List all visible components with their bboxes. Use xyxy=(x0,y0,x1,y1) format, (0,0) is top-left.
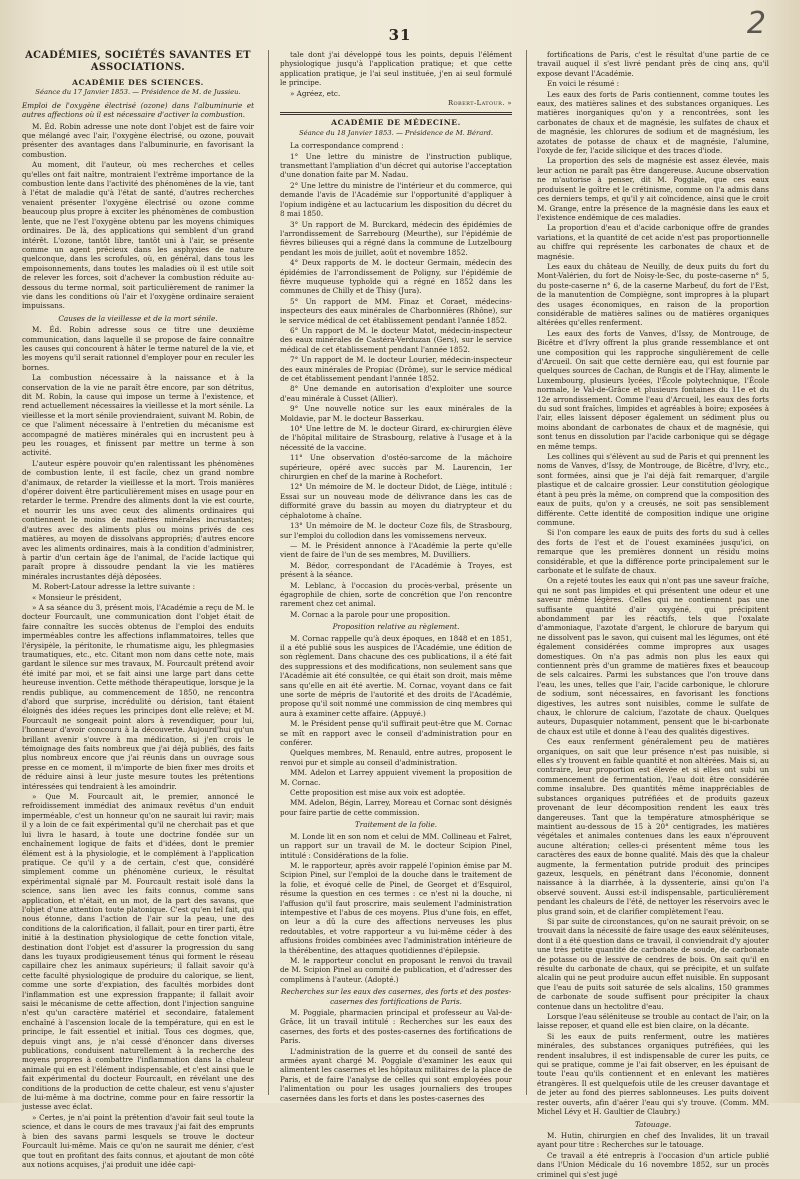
paragraph: En voici le résumé : xyxy=(547,79,620,89)
article-title: Traitement de la folie. xyxy=(354,820,438,830)
paragraph: — M. le Président annonce à l'Académie la perte qu'elle vient de faire de l'un de ses membres, M. Duvilliers. xyxy=(280,540,512,560)
paragraph: La combustion nécessaire à la naissance et à la conservation de la vie ne paraît être encore, par son détritus, dit M. Robin, la cause qui impose un terme à l'existence, et rend actuellement nécessaires la vieillesse et la mort sénile. La vieillesse et la mort sénile proviendraient, suivant M. Robin, de ce que l'aliment nécessaire à l'entretien du mécanisme est accompagné de matières minérales qui en incrustent peu à peu les rouages, et finissent par mettre un terme à son activité. xyxy=(22,373,254,458)
article-title: Tatouage. xyxy=(634,1119,672,1129)
list-item: 13° Un mémoire de M. le docteur Coze fils, de Strasbourg, sur l'emploi du collodion dans les vomissemens nerveux. xyxy=(280,521,512,540)
list-item: 10° Une lettre de M. le docteur Girard, ex-chirurgien élève de l'hôpital militaire de Strasbourg, relative à l'usage et à la nécessité de la vaccine. xyxy=(280,424,512,452)
paragraph: » Certes, je n'ai point la prétention d'avoir fait seul toute la science, et dans le cours de mes travaux j'ai fait des emprunts à bien des savans parmi lesquels se trouve le docteur Fourcault lui-même. Mais ce qu'on ne saurait me dénier, c'est que tout en profitant des faits connus, et ajoutant de mon côté aux notions acquises, j'ai produit une idée capi- xyxy=(22,1112,254,1169)
academy-heading: ACADÉMIE DES SCIENCES. xyxy=(72,78,204,87)
paragraph: M. Poggiale, pharmacien principal et professeur au Val-de-Grâce, lit un travail intitulé : Recherches sur les eaux des casernes, des forts et des postes-casernes des fortifications de Paris. xyxy=(280,1008,512,1046)
paragraph: M. Londe lit en son nom et celui de MM. Collineau et Falret, un rapport sur un travail de M. le docteur Scipion Pinel, intitulé : Considérations de la folie. xyxy=(280,831,512,860)
paragraph: MM. Adelon et Larrey appuient vivement la proposition de M. Cornac. xyxy=(280,768,512,787)
article-title: Emploi de l'oxygène électrisé (ozone) dans l'albuminurie et autres affections où il est nécessaire d'activer la combustion. xyxy=(22,100,254,120)
section-divider xyxy=(280,112,512,115)
academy-heading: ACADÉMIE DE MÉDECINE. xyxy=(331,118,461,128)
paragraph: M. Leblanc, à l'occasion du procès-verbal, présente un égagrophile de chien, sorte de concrétion que l'on rencontre rarement chez cet animal. xyxy=(280,580,512,609)
paragraph: Lorsque l'eau séléniteuse se trouble au contact de l'air, on la laisse reposer, et quand elle est bien claire, on la décante. xyxy=(537,1012,769,1031)
paragraph: M. Robert-Latour adresse la lettre suivante : xyxy=(32,582,195,592)
paragraph: Les collines qui s'élèvent au sud de Paris et qui prennent les noms de Vanves, d'Issy, de Montrouge, de Bicêtre, d'Ivry, etc., sont formées, ainsi que je l'ai déjà fait remarquer, d'argile plastique et de calcaire grossier. Leur constitution géologique étant à peu près la même, on comprend que la composition des eaux de puits, qu'on y a creusés, ne soit pas sensiblement différente. Cette identité de composition indique une origine commune. xyxy=(537,452,769,527)
paragraph: Si les eaux de puits renferment, outre les matières minérales, des substances organiques putréfiées, qui les rendent insalubres, il est indispensable de curer les puits, ce qui se pratique, comme je l'ai fait observer, en les épuisant de toute l'eau qu'ils contiennent et en enlevant les matières étrangères. Il est quelquefois utile de les creuser davantage et de jeter au fond des pierres sablonneuses. Les puits doivent rester ouverts, afin d'aérer l'eau qui s'y trouve. (Comm. MM. Michel Lévy et H. Gaultier de Claubry.) xyxy=(537,1031,769,1117)
article-title: Causes de la vieillesse et de la mort sénile. xyxy=(58,313,218,323)
section-heading: ACADÉMIES, SOCIÉTÉS SAVANTES ET ASSOCIATIONS. xyxy=(25,50,251,73)
list-item: 5° Un rapport de MM. Finaz et Coraet, médecins-inspecteurs des eaux minérales de Charbonnières (Rhône), sur le service médical de cet établissement pendant l'année 1852. xyxy=(280,296,512,325)
list-item: 12° Un mémoire de M. le docteur Didot, de Liège, intitulé : Essai sur un nouveau mode de délivrance dans les cas de difformité grave du bassin au moyen du diatrypteur et du céphalotome à chaîne. xyxy=(280,482,512,520)
list-item: 6° Un rapport de M. le docteur Matot, médecin-inspecteur des eaux minérales de Castéra-Verduzan (Gers), sur le service médical de cet établissement pendant l'année 1852. xyxy=(280,325,512,354)
list-item: 9° Une nouvelle notice sur les eaux minérales de la Moldavie, par M. le docteur Basserkau. xyxy=(280,404,512,423)
list-item: 1° Une lettre du ministre de l'instruction publique, transmettant l'ampliation d'un décret qui autorise l'acceptation d'une donation faite par M. Nadau. xyxy=(280,151,512,180)
paragraph: M. Bédor, correspondant de l'Académie à Troyes, est présent à la séance. xyxy=(280,560,512,580)
paragraph: On a rejeté toutes les eaux qui n'ont pas une saveur fraîche, qui ne sont pas limpides et qui présentent une odeur et une saveur même légères. Celles qui ne contiennent pas une suffisante quantité d'air oxygéné, qui précipitent abondamment par les réactifs, tels que l'oxalate d'ammoniaque, l'azotate d'argent, le chlorure de baryum qui ne dissolvent pas le savon, qui cuisent mal les légumes, ont été également considérées comme impropres aux usages domestiques. On n'a pas admis non plus les eaux qui contiennent près d'un gramme de matières fixes et beaucoup de sels calcaires. Parmi les substances que l'on trouve dans l'eau, les unes, telles que l'air, l'acide carbonique, le chlorure de sodium, sont nécessaires, en favorisant les fonctions digestives, les autres sont nuisibles, comme le sulfate de chaux, le chlorure de calcium, l'azotate de chaux. Quelques auteurs, Dupasquier notamment, pensent que le bi-carbonate de chaux est utile et donne à l'eau des qualités digestives. xyxy=(537,576,769,736)
paragraph: M. Éd. Robin adresse sous ce titre une deuxième communication, dans laquelle il se propose de faire connaître les causes qui concourent à hâter le terme naturel de la vie, et les moyens qu'il serait rationnel d'employer pour en reculer les bornes. xyxy=(22,325,254,372)
paragraph: tale dont j'ai développé tous les points, depuis l'élément physiologique jusqu'à l'application pratique; et que cette application pratique, je l'ai seul instituée, j'en ai seul formulé le principe. xyxy=(280,50,512,88)
paragraph: La proportion d'eau et d'acide carbonique offre de grandes variations, et la quantité de cet acide n'est pas proportionnelle au chiffre qui représente les carbonates de chaux et de magnésie. xyxy=(537,223,769,261)
paragraph: MM. Adelon, Bégin, Larrey, Moreau et Cornac sont désignés pour faire partie de cette commission. xyxy=(280,798,512,817)
paragraph: M. Cornac rappelle qu'à deux époques, en 1848 et en 1851, il a été publié sous les auspices de l'Académie, une édition de son règlement. Dans chacune des ces publications, il a été fait des suppressions et des modifications, non seulement sans que l'Académie ait été consultée, ce qui était son droit, mais même sans qu'elle en ait été avertie. M. Cornac, voyant dans ce fait une sorte de mépris de l'autorité et des droits de l'Académie, propose qu'il soit nommé une commission de cinq membres qui aura à examiner cette affaire. (Appuyé.) xyxy=(280,633,512,718)
column-rule-left xyxy=(268,50,269,1095)
paragraph: M. Éd. Robin adresse une note dont l'objet est de faire voir que mélangé avec l'air, l'oxygène électrisé, ou ozone, pouvait présenter des avantages dans l'albuminurie, en favorisant la combustion. xyxy=(22,121,254,159)
paragraph: La correspondance comprend : xyxy=(290,141,404,151)
paragraph: M. le rapporteur, après avoir rappelé l'opinion émise par M. Scipion Pinel, sur l'emploi de la douche dans le traitement de la folie, et évoqué celle de Pinel, de Georget et d'Esquirol, résume la question en ces termes : ce n'est ni la douche, ni l'affusion qu'il faut proscrire, mais seulement l'administration intempestive et l'abus de ces moyens. Plus d'une fois, en effet, on leur a dû la cure des affections nerveuses les plus redoutables, et votre rapporteur a vu lui-même céder à des affusions froides combinées avec l'administration intérieure de la thérébentine, des attaques quotidiennes d'épilepsie. xyxy=(280,860,512,955)
paragraph: L'auteur espère pouvoir qu'en ralentissant les phénomènes de combustion lente, il est facile, chez un grand nombre d'animaux, de retarder la vieillesse et la mort. Trois manières d'opérer doivent être particulièrement mises en usage pour en retarder le terme. Prendre des aliments dont la vie est courte, et nourrir les uns avec ceux des aliments ordinaires qui contiennent le moins de matières minérales incrustantes; d'autres avec des aliments plus ou moins privés de ces matières, au moyen de dissolvans appropriés; d'autres encore avec les aliments ordinaires, mais à la condition d'administrer, à partir d'un certain âge de l'animal, de l'acide lactique qui paraît propre à dissoudre pendant la vie les matières minérales incrustantes déjà déposées. xyxy=(22,458,254,581)
paragraph: » Agréez, etc. xyxy=(290,88,341,98)
paragraph: Ces eaux renferment généralement peu de matières organiques, on sait que leur présence n'est pas nuisible, si elles s'y trouvent en faible quantité et non altérées. Mais si, au contraire, leur proportion est élevée et si elles ont subi un commencement de fermentation, l'eau doit être considérée comme insalubre. Des quantités même inappréciables de substances organiques putréfiées et de produits gazeux provenant de leur décomposition rendent les eaux très dangereuses. Tant que la température atmosphérique se maintient au-dessous de 15 à 20° centigrades, les matières végétales et animales contenues dans les eaux n'éprouvent aucune altération; celles-ci présentent même tous les caractères des eaux de bonne qualité. Mais dès que la chaleur augmente, la fermentation putride produit des principes gazeux, lesquels, en pénétrant dans l'économie, donnent naissance à la diarrhée, à la dyssenterie, ainsi qu'on l'a observé souvent. Aussi est-il indispensable, particulièrement pendant les chaleurs de l'été, de nettoyer les réservoirs avec le plus grand soin, et de clarifier complètement l'eau. xyxy=(537,737,769,916)
paragraph: Si l'on compare les eaux de puits des forts du sud à celles des forts de l'est et de l'ouest examinées jusqu'ici, on remarque que les premières donnent un résidu moins considérable, et que la différence porte principalement sur le carbonate et le sulfate de chaux. xyxy=(537,528,769,575)
paragraph: L'administration de la guerre et du conseil de santé des armées ayant chargé M. Poggiale d'examiner les eaux qui alimentent les casernes et les hôpitaux militaires de la place de Paris, et de faire l'analyse de celles qui sont employées pour l'alimentation ou pour les usages journaliers des troupes casernées dans les forts et dans les postes-casernes des xyxy=(280,1046,513,1103)
list-item: 7° Un rapport de M. le docteur Lourier, médecin-inspecteur des eaux minérales de Propiac (Drôme), sur le service médical de cet établissement pendant l'année 1852. xyxy=(280,355,512,383)
paragraph: Les eaux du château de Neuilly, de deux puits du fort du Mont-Valérien, du fort de Noisy-le-Sec, du poste-caserne n° 5, du poste-caserne n° 6, de la caserne Marbeuf, du fort de l'Est, de la manutention de Compiègne, sont impropres à la plupart des usages économiques, en raison de la proportion considérable de matières salines ou de matières organiques altérées qu'elles renferment. xyxy=(537,261,769,328)
list-item: 8° Une demande en autorisation d'exploiter une source d'eau minérale à Cusset (Allier). xyxy=(280,384,512,403)
paragraph: Quelques membres, M. Renauld, entre autres, proposent le renvoi pur et simple au conseil d'administration. xyxy=(280,748,512,767)
paragraph: M. Hutin, chirurgien en chef des Invalides, lit un travail ayant pour titre : Recherches sur le tatouage. xyxy=(537,1130,769,1150)
paragraph: Au moment, dit l'auteur, où mes recherches et celles qu'elles ont fait naître, montraient l'extrême importance de la combustion lente dans l'activité des phénomènes de la vie, tant à l'état de maladie qu'à l'état de santé, d'autres recherches venaient présenter l'oxygène électrisé ou ozone comme beaucoup plus propre à exciter les phénomènes de combustion lente, que ne l'est l'oxygène obtenu par les moyens chimiques ordinaires. De là, des applications qui semblent d'un grand intérêt. L'ozone, tantôt libre, tantôt uni à l'air, se présente comme un agent précieux dans les asphyxies de nature quelconque, dans les scrofules, où, en général, dans tous les empoisonnements, dans toutes les maladies où il est utile soit de relever les forces, soit d'achever la combustion réduite au-dessous du terme normal, soit particulièrement de ranimer la vie dans les conditions où l'air et l'oxygène ordinaire seraient impuissans. xyxy=(22,160,254,311)
column-2 xyxy=(280,50,513,1103)
column-rule-right xyxy=(526,50,527,1095)
paragraph: Si par suite de circonstances, qu'on ne saurait prévoir, on se trouvait dans la nécessité de faire usage des eaux séléniteuses, dont il a été question dans ce travail, il conviendrait d'y ajouter une très petite quantité de carbonate de soude, de carbonate de potasse ou de lessive de cendres de bois. On sait qu'il en résulte du carbonate de chaux, qui se précipite, et un sulfate alcalin qui ne peut produire aucun effet nuisible. En supposant que l'eau de puits soit saturée de sels alcalins, 150 grammes de carbonate de soude suffisent pour précipiter la chaux contenue dans un hectolitre d'eau. xyxy=(537,916,769,1011)
paragraph: Les eaux des forts de Vanves, d'Issy, de Montrouge, de Bicêtre et d'Ivry offrent la plus grande ressemblance et ont une composition qui les rapproche singulièrement de celle d'Arcueil. On sait que cette dernière eau, qui est fournie par quelques sources de Cachan, de Rungis et de l'Hay, alimente le Luxembourg, plusieurs lycées, l'École polytechnique, l'École normale, le Val-de-Grâce et plusieurs fontaines du 11e et du 12e arrondissement. Comme l'eau d'Arcueil, les eaux des forts du sud sont fraîches, limpides et agréables à boire; exposées à l'air, elles laissent déposer également un sédiment plus ou moins abondant de carbonates de chaux et de magnésie, qui sont tenus en dissolution par l'acide carbonique qui se dégage en même temps. xyxy=(537,328,769,451)
article-title: Recherches sur les eaux des casernes, des forts et des postes-casernes des fortifications de Paris. xyxy=(280,987,512,1006)
handwritten-page-mark: 2 xyxy=(746,6,766,41)
paragraph: M. le Président pense qu'il suffirait peut-être que M. Cornac se mît en rapport avec le conseil d'administration pour en conférer. xyxy=(280,719,512,748)
session-line: Séance du 18 Janvier 1853. — Présidence de M. Bérard. xyxy=(298,128,494,137)
list-item: 4° Deux rapports de M. le docteur Germain, médecin des épidémies de l'arrondissement de Poligny, sur l'épidémie de fièvre muqueuse typhoïde qui a régné en 1852 dans les communes de Chilly et de Thisy (Jura). xyxy=(280,258,512,296)
paragraph: M. le rapporteur conclut en proposant le renvoi du travail de M. Scipion Pinel au comité de publication, et d'adresser des complimens à l'auteur. (Adopté.) xyxy=(280,955,512,984)
paragraph: M. Cornac a la parole pour une proposition. xyxy=(290,609,451,619)
paragraph: » Que M. Fourcault ait, le premier, annoncé le refroidissement immédiat des animaux revêtus d'un enduit imperméable, c'est un honneur qu'on ne saurait lui ravir; mais il y a loin de ce fait expérimental qu'il ne cherchait pas et que lui livra le hasard, à toute une doctrine fondée sur un enchaînement logique de faits et d'idées, dont le premier élément est à la physiologie, et le complément à l'application pratique. Ce qu'il y a de certain, c'est que, considéré simplement comme un phénomène curieux, le résultat expérimental signalé par M. Fourcault restait isolé dans la science, sans lien avec les faits connus, comme sans application, et n'était, en un mot, de la part des savans, que l'objet d'une attention toute platonique. C'est qu'en tel fait, qui nous étonne, dans l'action de l'air sur la peau, une des conditions de la calorification, il fallait, pour en tirer parti, être initié à la destination physiologique de cette fonction vitale, destination dont l'objet est d'assurer la progression du sang dans les tuyaux prodigieusement ténus qui forment le réseau capillaire chez les animaux supérieurs; il fallait savoir qu'à cette faculté physiologique de produire du calorique, se lient, comme une sorte d'expiation, des facultés morbides dont l'inflammation est une expression frappante; il fallait avoir saisi le mécanisme de cette affection, dont l'injection sanguine n'est qu'un caractère matériel et secondaire, fatalement enchaîné à l'ascension locale de la température, qui en est le principe, le fait essentiel et initial. Tous ces dogmes, que, depuis vingt ans, je n'ai cessé d'énoncer dans diverses publications, conduisent naturellement à la recherche des moyens propres à combattre l'inflammation dans la chaleur animale qui en est l'élément indispensable, et c'est ainsi que le fait expérimental du docteur Fourcault, en révélant une des conditions de la production de cette chaleur, est venu s'ajuster de lui-même à ma doctrine, comme pour en faire ressortir la justesse avec éclat. xyxy=(22,792,254,1112)
paragraph: » A sa séance du 3, présent mois, l'Académie a reçu de M. le docteur Fourcault, une communication dont l'objet était de faire connaître les succès obtenus de l'emploi des enduits imperméables contre les affections inflammatoires, telles que l'érysipèle, la péritonite, le rhumatisme aigu, les phlegmasies traumatiques, etc., etc. Citant mon nom dans cette note, mais gardant le silence sur mes travaux, M. Fourcault prétend avoir été imité par moi, et se fait ainsi une large part dans cette heureuse invention. Cette méthode thérapeutique, lorsque je la rendis publique, au commencement de 1850, ne rencontra d'abord que surprise, incrédulité ou dérision, tant étaient éloignés des idées reçues les principes dont elle relève; et M. Fourcault ne songeait point alors à revendiquer, pour lui, l'honneur d'avoir concouru à la découverte. Aujourd'hui qu'un brillant avenir s'ouvre à ma médication, si j'en crois le témoignage des faits nombreux que j'ai déjà publiés, des faits plus nombreux encore que j'ai réunis dans un ouvrage sous presse en ce moment, il m'importe de bien fixer mes droits et de réduire ainsi à leur juste mesure toutes les prétentions intéressées qui tendraient à les amoindrir. xyxy=(22,602,254,791)
column-1 xyxy=(22,50,254,1169)
paragraph: Ce travail a été entrepris à l'occasion d'un article publié dans l'Union Médicale du 16 novembre 1852, sur un procès criminel qui s'est jugé xyxy=(537,1150,769,1179)
session-line: Séance du 17 Janvier 1853. — Présidence de M. de Jussieu. xyxy=(35,88,241,97)
page-number: 31 xyxy=(388,26,412,44)
list-item: 2° Une lettre du ministre de l'intérieur et du commerce, qui demande l'avis de l'Académie sur l'opportunité d'appliquer à l'opium indigène et au lactucarium les disposition du décret du 8 mai 1850. xyxy=(280,180,512,219)
column-3 xyxy=(537,50,769,1179)
paragraph: Cette proposition est mise aux voix est adoptée. xyxy=(290,788,466,798)
article-title: Proposition relative au règlement. xyxy=(332,622,460,632)
paragraph: Les eaux des forts de Paris contiennent, comme toutes les eaux, des matières salines et des substances organiques. Les matières inorganiques qu'on y a rencontrées, sont les carbonates de chaux et de magnésie, les sulfates de chaux et de magnésie, les chlorures de sodium et de magnésium, les azotates de potasse de chaux et de magnésie, l'alumine, l'oxyde de fer, l'acide silicique et des traces d'iode. xyxy=(537,89,769,156)
paragraph: « Monsieur le président, xyxy=(32,592,122,602)
list-item: 3° Un rapport de M. Burckard, médecin des épidémies de l'arrondissement de Sarrebourg (Meurthe), sur l'épidémie de fièvres bilieuses qui a régné dans la commune de Lutzelbourg pendant les mois de juillet, août et novembre 1852. xyxy=(280,219,512,257)
paragraph: fortifications de Paris, c'est le résultat d'une partie de ce travail auquel il s'est livré pendant près de cinq ans, qu'il expose devant l'Académie. xyxy=(537,50,769,78)
signature: Robert-Latour. » xyxy=(448,99,512,108)
list-item: 11° Une observation d'ostéo-sarcome de la mâchoire supérieure, opéré avec succès par M. Laurencin, 1er chirurgien en chef de la marine à Rochefort. xyxy=(280,453,512,482)
paragraph: La proportion des sels de magnésie est assez élevée, mais leur action ne paraît pas être dangereuse. Aucune observation ne m'autorise à penser, dit M. Poggiale, que ces eaux produisent le goître et le crétinisme, comme on l'a admis dans ces derniers temps, et qu'il y ait coïncidence, ainsi que le croit M. Grange, entre la présence de la magnésie dans les eaux et l'existence endémique de ces maladies. xyxy=(537,156,769,222)
